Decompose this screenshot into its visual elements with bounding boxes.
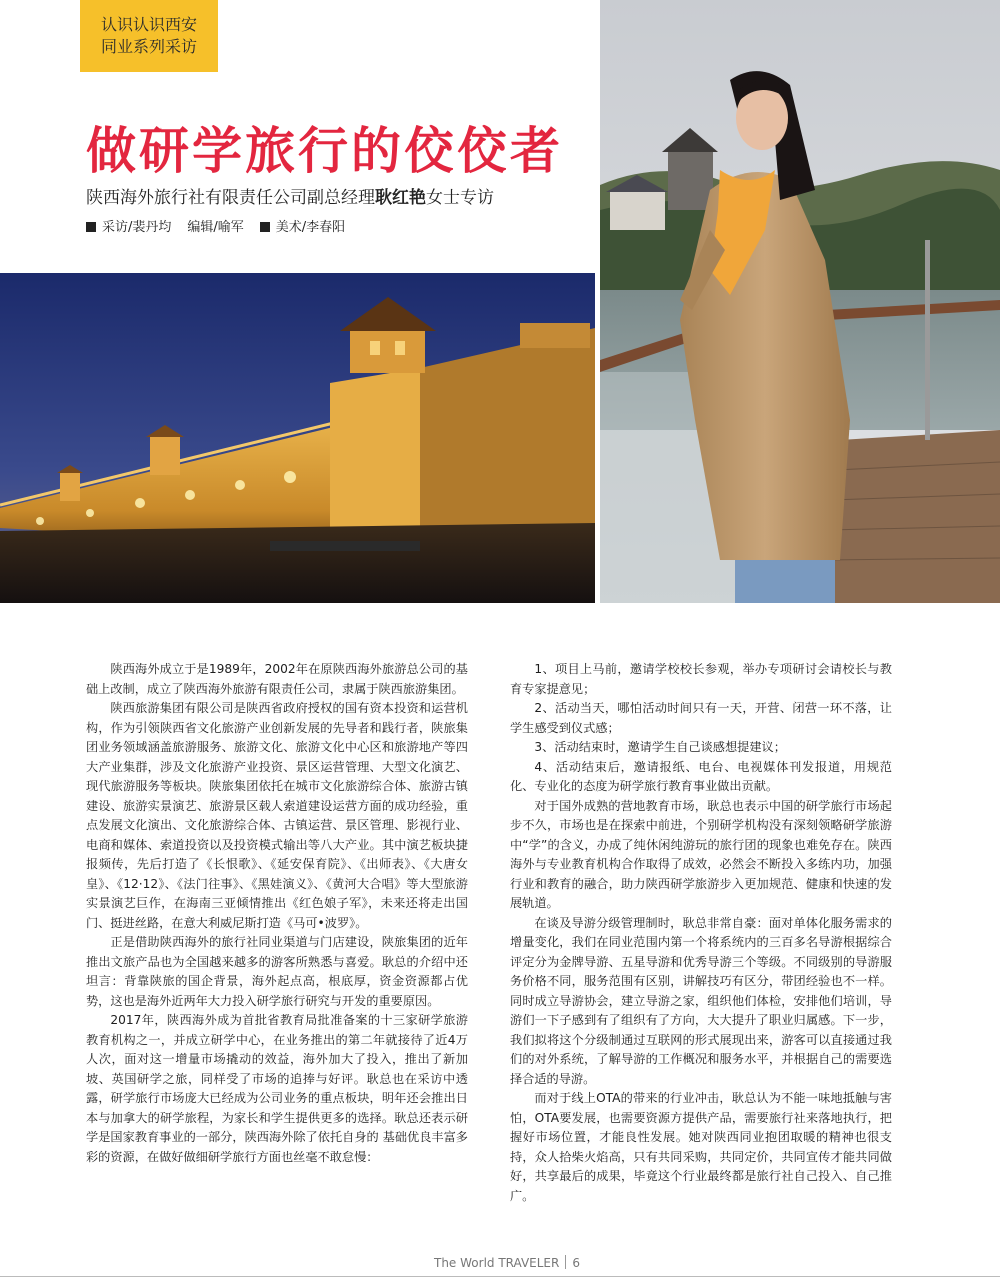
portrait-illustration	[600, 0, 1000, 603]
article-subtitle	[86, 186, 494, 210]
body-paragraph: 陕西海外成立于是1989年，2002年在原陕西海外旅游总公司的基础上改制，成立了陕西海外旅游有限责任公司，隶属于陕西旅游集团。	[86, 662, 468, 696]
credit-art: 美术/李春阳	[275, 220, 346, 235]
credits-line	[86, 218, 345, 238]
page-number: 6	[572, 1256, 580, 1270]
subtitle-prefix: 陕西海外旅行社有限责任公司副总经理	[86, 188, 375, 208]
body-paragraph: 1、项目上马前，邀请学校校长参观，举办专项研讨会请校长与教育专家提意见；	[510, 662, 892, 696]
body-paragraph: 2017年，陕西海外成为首批省教育局批准备案的十三家研学旅游教育机构之一，并成立研学中心，在业务推出的第二年就接待了近4万人次，面对这一增量市场撬动的效益，海外加大了投入，推出了新加坡、英国研学之旅，同样受了市场的追捧与好评。耿总也在采访中透露，研学旅行市场庞大已经成为公司业务的重点板块，明年还会推出日本与加拿大的研学旅程，为家长和学生提供更多的选择。耿总还表示研学是国家教育事业的一部分，陕西海外除了依托自身的 基础优良丰富多彩的资源，在做好做细研学旅行方面也丝毫不敢怠慢：	[86, 1013, 468, 1164]
body-column-right	[510, 660, 892, 1206]
body-paragraph: 对于国外成熟的营地教育市场，耿总也表示中国的研学旅行市场起步不久，市场也是在探索中前进，个别研学机构没有深刻领略研学旅游中“学”的含义，办成了纯休闲纯游玩的旅行团的现象也难免存在。陕西海外与专业教育机构合作取得了成效，必然会不断投入多练内功，加强行业和教育的融合，助力陕西研学旅游步入更加规范、健康和快速的发展轨道。	[510, 798, 892, 910]
body-column-left	[86, 660, 468, 1167]
series-tag	[80, 0, 218, 72]
body-paragraph: 2、活动当天，哪怕活动时间只有一天，开营、闭营一环不落，让学生感受到仪式感；	[510, 701, 892, 735]
series-tag-line2: 同业系列采访	[100, 37, 197, 56]
square-bullet-icon	[86, 222, 96, 232]
footer-divider	[565, 1255, 566, 1269]
series-tag-line1: 认识认识西安	[100, 15, 197, 34]
magazine-name: The World TRAVELER	[434, 1256, 560, 1270]
woman-riverside-portrait-photo	[600, 0, 1000, 603]
credit-interview: 采访/裴丹均	[102, 220, 172, 235]
body-paragraph: 在谈及导游分级管理制时，耿总非常自豪：面对单体化服务需求的增量变化，我们在同业范围内第一个将系统内的三百多名导游根据综合评定分为金牌导游、五星导游和优秀导游三个等级。不同级别的导游服务价格不同，服务范围有区别，讲解技巧有区分，带团经验也不一样。同时成立导游协会，建立导游之家，组织他们体检，安排他们培训，导游们一下子感到有了组织有了方向，大大提升了职业归属感。下一步，我们拟将这个分级制通过互联网的形式展现出来，游客可以直接通过我们的对外系统，了解导游的工作概况和服务水平，并根据自己的需要选择合适的导游。	[510, 915, 892, 1086]
footer-rule	[0, 1276, 1000, 1277]
city-wall-night-photo	[0, 273, 595, 603]
subtitle-name: 耿红艳	[375, 188, 426, 208]
body-paragraph: 正是借助陕西海外的旅行社同业渠道与门店建设，陕旅集团的近年推出文旅产品也为全国越来越多的游客所熟悉与喜爱。耿总的介绍中还坦言：背靠陕旅的国企背景，海外起点高，根底厚，资金资源都占优势，这也是海外近两年大力投入研学旅行研究与开发的重要原因。	[86, 935, 468, 1008]
page-footer	[434, 1255, 580, 1270]
body-paragraph: 而对于线上OTA的带来的行业冲击，耿总认为不能一味地抵触与害怕，OTA要发展，也需要资源方提供产品，需要旅行社来落地执行，把握好市场位置，才能良性发展。她对陕西同业抱团取暖的精神也很支持，众人拾柴火焰高，只有共同采购，共同定价，共同宣传才能共同做好，共享最后的成果，毕竟这个行业最终都是旅行社自己投入、自己推广。	[510, 1091, 892, 1203]
subtitle-suffix: 女士专访	[426, 188, 494, 208]
city-wall-illustration	[0, 273, 595, 603]
square-bullet-icon	[260, 222, 270, 232]
article-title: 做研学旅行的佼佼者	[86, 122, 563, 180]
credit-editor: 编辑/喻军	[187, 220, 244, 235]
body-paragraph: 4、活动结束后，邀请报纸、电台、电视媒体刊发报道，用规范化、专业化的态度为研学旅行教育事业做出贡献。	[510, 759, 892, 793]
body-paragraph: 陕西旅游集团有限公司是陕西省政府授权的国有资本投资和运营机构，作为引领陕西省文化旅游产业创新发展的先导者和践行者，陕旅集团业务领域涵盖旅游服务、旅游文化、旅游文化中心区和旅游地产等四大产业集群，涉及文化旅游产业投资、景区运营管理、大型文化演艺、现代旅游服务等板块。陕旅集团依托在城市文化旅游综合体、旅游古镇建设、旅游实景演艺、旅游景区载人索道建设运营方面的成功经验，重点发展文化演出、文化旅游综合体、古镇运营、景区管理、影视行业、电商和媒体、索道投资以及投资模式输出等八大产业。其中演艺板块捷报频传，先后打造了《长恨歌》、《延安保育院》、《出师表》、《大唐女皇》、《12·12》、《法门往事》、《黑娃演义》、《黄河大合唱》等大型旅游实景演艺巨作，在海南三亚倾情推出《红色娘子军》，未来还将走出国门、挺进丝路，在意大利威尼斯打造《马可•波罗》。	[86, 701, 468, 930]
body-paragraph: 3、活动结束时，邀请学生自己谈感想提建议；	[534, 740, 786, 754]
